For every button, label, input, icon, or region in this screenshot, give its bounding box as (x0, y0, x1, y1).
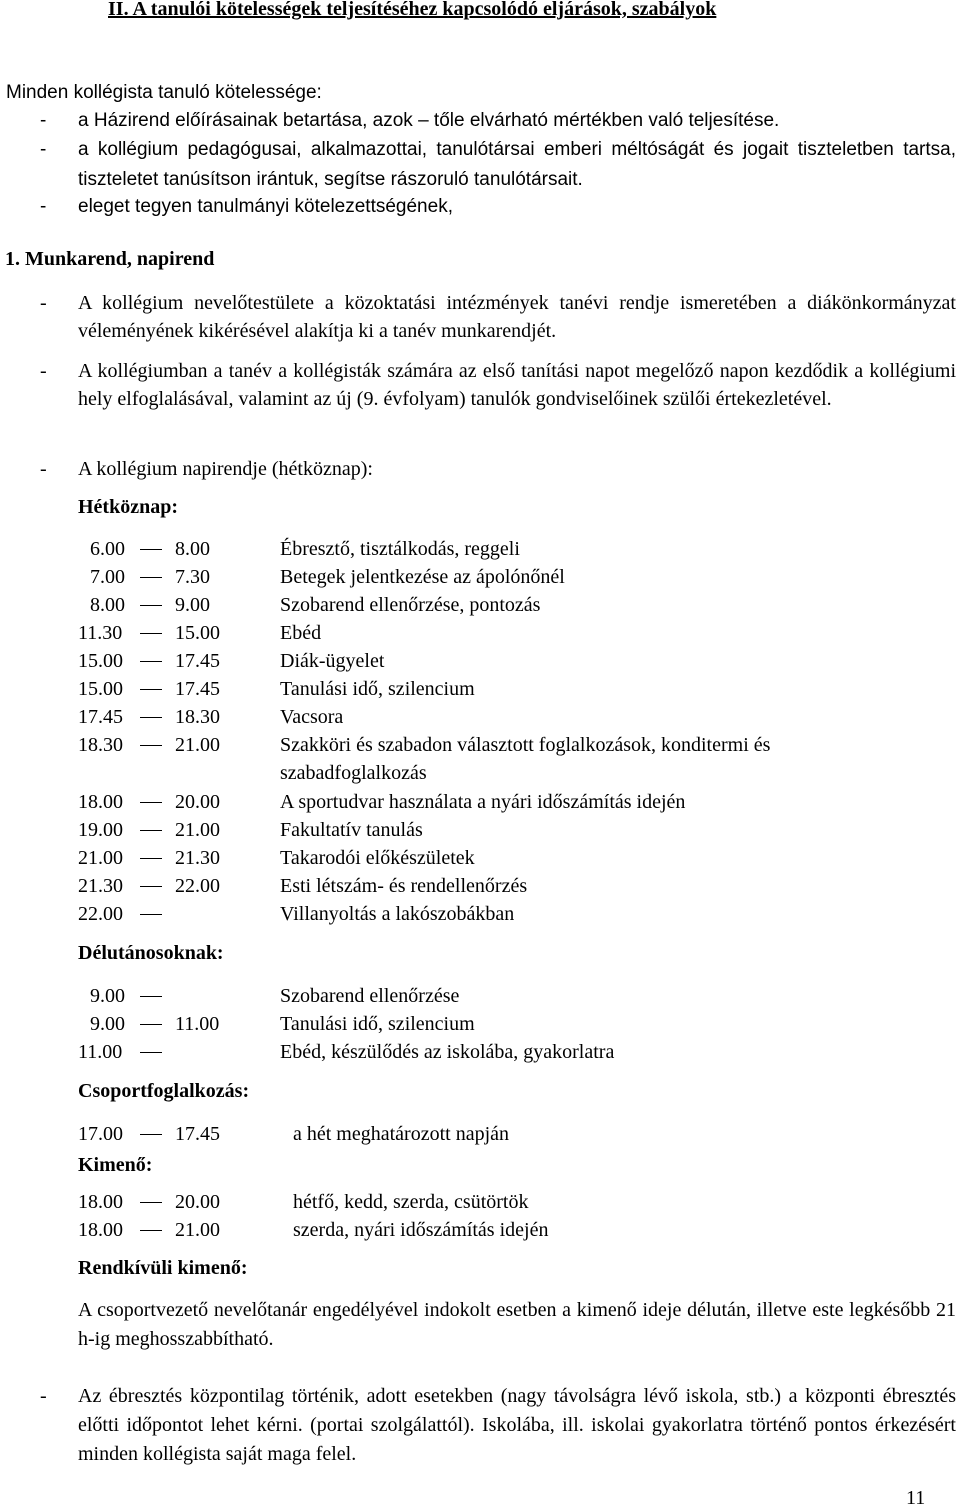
time-dash (140, 661, 162, 662)
duty-item (0, 135, 960, 195)
time-dash (140, 745, 162, 746)
wakeup-text: Az ébresztés központilag történik, adott esetekben (nagy távolságra lévő iskola, stb.) a központi ébresztés előtti időpontot lehet kérni. (portai szolgálattól). Iskolába, ill. iskolai gyakorlatra történő pontos érkezésért minden kollégista saját maga felel. (78, 1385, 956, 1465)
time-dash (140, 689, 162, 690)
time-dash (140, 633, 162, 634)
section-title: 1. Munkarend, napirend (5, 248, 215, 270)
schedule-row (0, 591, 960, 619)
schedule-row (0, 900, 960, 928)
dash-bullet: - (40, 196, 47, 217)
intro-text: Minden kollégista tanuló kötelessége: (6, 82, 322, 103)
end-time: 20.00 (175, 1191, 220, 1213)
schedule-row (0, 872, 960, 900)
weekday-title: Hétköznap: (78, 496, 178, 518)
start-time: 6.00 (90, 538, 125, 560)
end-time: 17.45 (175, 650, 220, 672)
rule-text: A kollégium napirendje (hétköznap): (78, 458, 373, 480)
schedule-row (0, 535, 960, 563)
activity: Ebéd (280, 622, 322, 644)
end-time: 20.00 (175, 791, 220, 813)
end-time: 21.30 (175, 847, 220, 869)
rule-item (0, 289, 960, 347)
activity: a hét meghatározott napján (293, 1123, 510, 1145)
rule-item (0, 455, 960, 485)
activity: Diák-ügyelet (280, 650, 385, 672)
out-title: Kimenő: (78, 1154, 153, 1176)
dash-bullet: - (40, 458, 47, 480)
rule-text: A kollégium nevelőtestülete a közoktatási intézmények tanévi rendje ismeretében a diákönkormányzat véleményének kikérésével alakítja ki a tanév munkarendjét. (78, 292, 956, 342)
end-time: 21.00 (175, 1219, 220, 1241)
schedule-row (0, 731, 960, 759)
wakeup-item (0, 1382, 960, 1472)
duty-text: a Házirend előírásainak betartása, azok – tőle elvárható mértékben való teljesítése. (78, 110, 780, 131)
activity: Takarodói előkészületek (280, 847, 475, 869)
time-dash (140, 996, 162, 997)
schedule-row (0, 619, 960, 647)
schedule-row (0, 675, 960, 703)
activity: Szakköri és szabadon választott foglalkozások, konditermi és (280, 734, 771, 756)
time-dash (140, 1052, 162, 1053)
start-time: 9.00 (90, 1013, 125, 1035)
special-out-text: A csoportvezető nevelőtanár engedélyével indokolt esetben a kimenő ideje délután, illetve este legkésőbb 21 h-ig meghosszabbítható. (78, 1299, 956, 1350)
start-time: 17.45 (78, 706, 123, 728)
activity: Fakultatív tanulás (280, 819, 423, 841)
time-dash (140, 914, 162, 915)
time-dash (140, 830, 162, 831)
afternoon-title: Délutánosoknak: (78, 942, 224, 964)
rule-text: A kollégiumban a tanév a kollégisták számára az első tanítási napot megelőző napon kezdődik a kollégiumi hely elfoglalásával, valamint az új (9. évfolyam) tanulók gondviselőinek szülői értekezletével. (78, 360, 956, 410)
schedule-row (0, 1120, 960, 1148)
start-time: 18.30 (78, 734, 123, 756)
end-time: 7.30 (175, 566, 210, 588)
time-dash (140, 858, 162, 859)
end-time: 15.00 (175, 622, 220, 644)
start-time: 11.00 (78, 1041, 123, 1063)
activity: Szobarend ellenőrzése, pontozás (280, 594, 541, 616)
duty-item (0, 106, 960, 136)
start-time: 15.00 (78, 678, 123, 700)
time-dash (140, 1230, 162, 1231)
start-time: 8.00 (90, 594, 125, 616)
special-out-title: Rendkívüli kimenő: (78, 1257, 248, 1279)
activity: Ébresztő, tisztálkodás, reggeli (280, 538, 520, 560)
rule-item (0, 357, 960, 443)
start-time: 18.00 (78, 791, 123, 813)
page-number: 11 (906, 1487, 926, 1509)
schedule-row (0, 703, 960, 731)
schedule-row-continuation (0, 759, 960, 787)
activity: szabadfoglalkozás (280, 762, 427, 784)
schedule-row (0, 647, 960, 675)
dash-bullet: - (40, 110, 47, 131)
duty-item (0, 192, 960, 222)
duty-text: eleget tegyen tanulmányi kötelezettségének, (78, 196, 453, 217)
end-time: 21.00 (175, 819, 220, 841)
dash-bullet: - (40, 292, 47, 314)
start-time: 21.00 (78, 847, 123, 869)
time-dash (140, 717, 162, 718)
schedule-row (0, 1216, 960, 1244)
schedule-row (0, 1010, 960, 1038)
group-title: Csoportfoglalkozás: (78, 1080, 250, 1102)
end-time: 22.00 (175, 875, 220, 897)
start-time: 21.30 (78, 875, 123, 897)
dash-bullet: - (40, 1385, 47, 1407)
end-time: 17.45 (175, 678, 220, 700)
end-time: 8.00 (175, 538, 210, 560)
time-dash (140, 1134, 162, 1135)
end-time: 9.00 (175, 594, 210, 616)
activity: Vacsora (280, 706, 344, 728)
dash-bullet: - (40, 360, 47, 382)
schedule-row (0, 1188, 960, 1216)
schedule-row (0, 982, 960, 1010)
time-dash (140, 802, 162, 803)
duty-text: a kollégium pedagógusai, alkalmazottai, tanulótársai emberi méltóságát és jogait tiszteletben tartsa, tiszteletet tanúsítson irántuk, segítse rászoruló tanulótársait. (78, 139, 956, 190)
activity: Szobarend ellenőrzése (280, 985, 460, 1007)
time-dash (140, 886, 162, 887)
start-time: 18.00 (78, 1191, 123, 1213)
activity: A sportudvar használata a nyári időszámítás idején (280, 791, 686, 813)
schedule-row (0, 816, 960, 844)
activity: Tanulási idő, szilencium (280, 678, 475, 700)
time-dash (140, 549, 162, 550)
end-time: 21.00 (175, 734, 220, 756)
time-dash (140, 577, 162, 578)
start-time: 19.00 (78, 819, 123, 841)
start-time: 7.00 (90, 566, 125, 588)
start-time: 17.00 (78, 1123, 123, 1145)
end-time: 11.00 (175, 1013, 220, 1035)
schedule-row (0, 1038, 960, 1066)
page-heading: II. A tanulói kötelességek teljesítéséhez kapcsolódó eljárások, szabályok (108, 0, 717, 20)
time-dash (140, 1024, 162, 1025)
activity: szerda, nyári időszámítás idején (293, 1219, 549, 1241)
start-time: 22.00 (78, 903, 123, 925)
activity: hétfő, kedd, szerda, csütörtök (293, 1191, 529, 1213)
time-dash (140, 1202, 162, 1203)
time-dash (140, 605, 162, 606)
schedule-row (0, 844, 960, 872)
start-time: 18.00 (78, 1219, 123, 1241)
activity: Tanulási idő, szilencium (280, 1013, 475, 1035)
start-time: 11.30 (78, 622, 123, 644)
start-time: 15.00 (78, 650, 123, 672)
activity: Ebéd, készülődés az iskolába, gyakorlatra (280, 1041, 615, 1063)
end-time: 17.45 (175, 1123, 220, 1145)
activity: Villanyoltás a lakószobákban (280, 903, 515, 925)
activity: Betegek jelentkezése az ápolónőnél (280, 566, 565, 588)
start-time: 9.00 (90, 985, 125, 1007)
schedule-row (0, 563, 960, 591)
dash-bullet: - (40, 139, 47, 160)
end-time: 18.30 (175, 706, 220, 728)
activity: Esti létszám- és rendellenőrzés (280, 875, 528, 897)
schedule-row (0, 788, 960, 816)
